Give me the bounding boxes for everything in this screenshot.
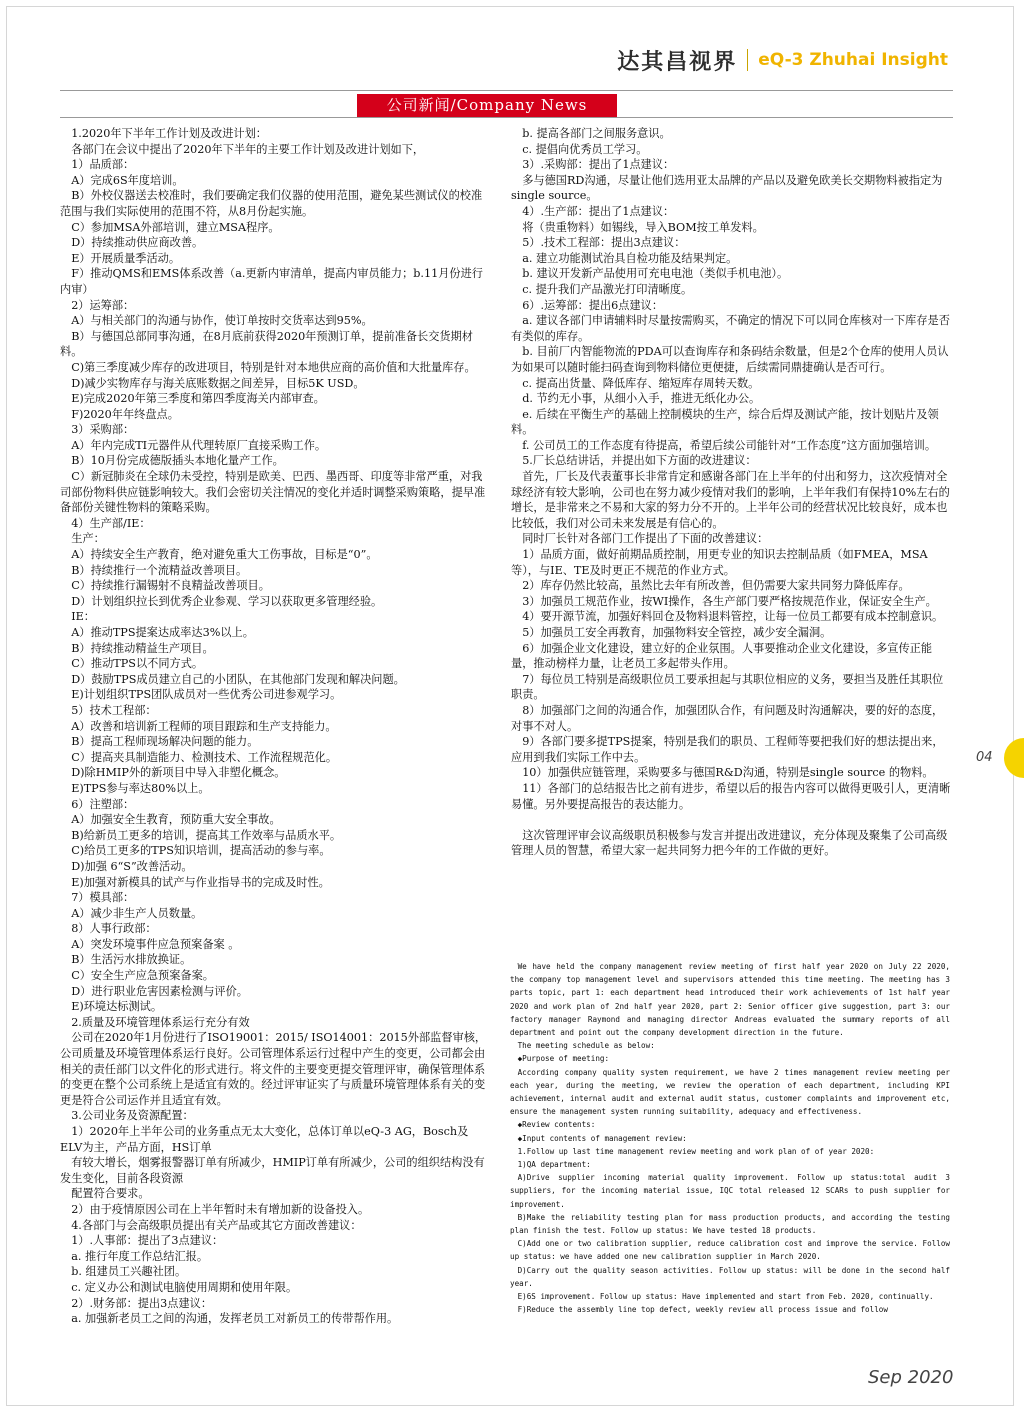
paragraph: E)加强对新模具的试产与作业指导书的完成及时性。 [71, 875, 330, 889]
english-summary [510, 960, 950, 1316]
paragraph: 公司在2020年1月份进行了ISO19001：2015/ ISO14001：2015外部监督审核，公司质量及环境管理体系运行良好。公司管理体系运行过程中产生的变更，公司都会由相关的责任部门以文件化的形式进行。将文件的主要变更提交管理评审，确保管理体系的变更在整个公司系统上是适宜有效的。经过评审证实了与质量环境管理体系有关的变更是符合公司运作并且适宜有效。 [60, 1031, 487, 1107]
header-rule [60, 90, 953, 91]
paragraph: C）安全生产应急预案备案。 [71, 969, 214, 983]
banner-rule [60, 117, 953, 118]
paragraph: D)Carry out the quality season activities. Follow up status: will be done in the second half year. [510, 1265, 950, 1288]
paragraph: B）持续推行一个流精益改善项目。 [71, 563, 248, 577]
paragraph: 将（贵重物料）如锡线，导入BOM按工单发料。 [522, 220, 764, 234]
paragraph: C）参加MSA外部培训，建立MSA程序。 [71, 220, 280, 234]
paragraph: 1.Follow up last time management review meeting and work plan of of year 2020: [517, 1146, 875, 1156]
paragraph: B)给新员工更多的培训，提高其工作效率与品质水平。 [71, 828, 342, 842]
paragraph: 生产： [71, 532, 105, 546]
paragraph: The meeting schedule as below: [517, 1041, 655, 1051]
paragraph: C）持续推行漏锡射不良精益改善项目。 [71, 579, 270, 593]
brand-divider [747, 49, 748, 71]
paragraph: F)2020年年终盘点。 [71, 407, 179, 421]
paragraph: A）与相关部门的沟通与协作，使订单按时交货率达到95%。 [71, 314, 373, 328]
paragraph: C）新冠肺炎在全球仍未受控，特别是欧美、巴西、墨西哥、印度等非常严重，对我司部份物料供应链影响较大。我们会密切关注情况的变化并适时调整采购策略，提早准备部份关键性物料的策略采购。 [60, 470, 486, 515]
paragraph: C)第三季度减少库存的改进项目，特别是针对本地供应商的高价值和大批量库存。 [71, 360, 476, 374]
paragraph: E）开展质量季活动。 [71, 251, 181, 265]
paragraph: A）减少非生产人员数量。 [71, 906, 203, 920]
paragraph [511, 812, 951, 828]
paragraph: D）进行职业危害因素检测与评价。 [71, 984, 248, 998]
paragraph: E)TPS参与率达80%以上。 [71, 781, 210, 795]
paragraph: 7）每位员工特别是高级职位员工要承担起与其职位相应的义务，要担当及胜任其职位职责。 [511, 672, 944, 702]
paragraph: A）突发环境事件应急预案备案 。 [71, 937, 240, 951]
paragraph: 5）技术工程部： [71, 703, 157, 717]
paragraph: 同时厂长针对各部门工作提出了下面的改善建议： [522, 532, 769, 546]
paragraph: 1）2020年上半年公司的业务重点无太大变化，总体订单以eQ-3 AG，Bosch及ELV为主，产品方面，HS订单 [60, 1125, 469, 1154]
paragraph: 3.公司业务及资源配置： [71, 1109, 194, 1123]
paragraph: a. 建议各部门申请辅料时尽量按需购买，不确定的情况下可以同仓库核对一下库存是否有类似的库存。 [511, 314, 950, 343]
paragraph: D）计划组织拉长到优秀企业参观、学习以获取更多管理经验。 [71, 594, 383, 608]
brand-english: eQ-3 Zhuhai Insight [758, 50, 948, 70]
paragraph: 5）加强员工安全再教育，加强物料安全管控，减少安全漏洞。 [522, 626, 832, 639]
paragraph: 4.各部门与会高级职员提出有关产品或其它方面改善建议： [71, 1218, 362, 1232]
paragraph: A）推动TPS提案达成率达3%以上。 [71, 626, 254, 639]
paragraph: A）完成6S年度培训。 [71, 173, 184, 187]
paragraph: C)Add one or two calibration supplier, reduce calibration cost and improve the service. Follow up status: we have added one new calibration supplier in March 2020. [510, 1239, 950, 1262]
paragraph: 首先，厂长及代表董事长非常肯定和感谢各部门在上半年的付出和努力，这次疫情对全球经济有较大影响，公司也在努力减少疫情对我们的影响，上半年我们有保持10%左右的增长，是非常来之不易和大家的努力分不开的。上半年公司的经营状况比较良好，成本也比较低，我们对公司未来发展是有信心的。 [511, 470, 950, 530]
paragraph: B）提高工程师现场解决问题的能力。 [71, 735, 259, 749]
paragraph: 3）采购部： [71, 423, 135, 437]
paragraph: 8）加强部门之间的沟通合作，加强团队合作，有问题及时沟通解决，要的好的态度，对事不对人。 [511, 703, 944, 733]
paragraph: C）推动TPS以不同方式。 [71, 657, 204, 671]
issue-date: Sep 2020 [868, 1367, 954, 1388]
paragraph: 4）要开源节流，加强好料回仓及物料退料管控，让每一位员工都要有成本控制意识。 [522, 610, 944, 624]
paragraph: 9）各部门要多提TPS提案，特别是我们的职员、工程师等要把我们好的想法提出来，应用到我们实际工作中去。 [511, 735, 944, 764]
paragraph: D）持续推动供应商改善。 [71, 236, 204, 250]
paragraph: D)减少实物库存与海关底账数据之间差异，目标5K USD。 [71, 376, 365, 390]
paragraph: 4）.生产部：提出了1点建议： [522, 204, 675, 218]
paragraph: 5.厂长总结讲话，并提出如下方面的改进建议： [522, 454, 757, 468]
paragraph: 2）.财务部：提出3点建议： [71, 1296, 213, 1310]
paragraph: 1）品质方面，做好前期品质控制，用更专业的知识去控制品质（如FMEA，MSA等），与IE、TE及时更正不规范的作业方式。 [511, 548, 928, 577]
paragraph: B）持续推动精益生产项目。 [71, 641, 214, 655]
paragraph: ◆Purpose of meeting: [517, 1054, 610, 1064]
paragraph: E)完成2020年第三季度和第四季度海关内部审查。 [71, 392, 325, 406]
paragraph: a. 推行年度工作总结汇报。 [71, 1249, 209, 1263]
paragraph: According company quality system requirement, we have 2 times management review meeting per each year, during the meeting, we review the operation of each department, including KPI achievement, internal audit and external audit status, customer complaints and improvement etc, ensure the management system running suitability, adequacy and effectiveness. [510, 1067, 950, 1117]
paragraph: 7）模具部： [71, 891, 135, 905]
paragraph: A）年内完成TI元器件从代理转原厂直接采购工作。 [71, 438, 327, 452]
paragraph: a. 建立功能测试治具自检功能及结果判定。 [522, 251, 738, 265]
paragraph: c. 提倡向优秀员工学习。 [522, 142, 648, 156]
paragraph: b. 目前厂内智能物流的PDA可以查询库存和条码结余数量，但是2个仓库的使用人员认为如果可以随时能扫码查询到物料储位更便捷，后续需同鼎捷确认是否可行。 [511, 345, 949, 374]
paragraph: 多与德国RD沟通，尽量让他们选用亚太品牌的产品以及避免欧美长交期物料被指定为single source。 [511, 173, 943, 203]
paragraph: 配置符合要求。 [71, 1187, 150, 1201]
paragraph: 2）由于疫情原因公司在上半年暂时未有增加新的设备投入。 [71, 1202, 370, 1216]
paragraph: 3）加强员工规范作业，按WI操作，各生产部门要严格按规范作业，保证安全生产。 [522, 594, 937, 608]
section-banner: 公司新闻/Company News [357, 94, 617, 117]
paragraph: C）提高夹具制造能力、检测技术、工作流程规范化。 [71, 750, 338, 764]
paragraph: 8）人事行政部： [71, 922, 157, 936]
paragraph: b. 组建员工兴趣社团。 [71, 1265, 187, 1279]
paragraph: B）生活污水排放换证。 [71, 953, 192, 967]
paragraph: b. 提高各部门之间服务意识。 [522, 127, 671, 140]
paragraph: D)加强 6“S”改善活动。 [71, 859, 193, 873]
paragraph: e. 后续在平衡生产的基础上控制模块的生产，综合后焊及测试产能，按计划贴片及领料。 [511, 407, 939, 437]
paragraph: ◆Input contents of management review: [517, 1133, 687, 1143]
paragraph: B）10月份完成德版插头本地化量产工作。 [71, 454, 284, 468]
brand-chinese: 达其昌视界 [617, 48, 738, 75]
masthead [617, 42, 948, 78]
paragraph: 1)QA department: [517, 1160, 591, 1170]
paragraph: 1）品质部： [71, 158, 135, 172]
paragraph: 各部门在会议中提出了2020年下半年的主要工作计划及改进计划如下， [71, 142, 425, 156]
paragraph: 1）.人事部：提出了3点建议： [71, 1234, 224, 1248]
paragraph: F）推动QMS和EMS体系改善（a.更新内审清单，提高内审员能力；b.11月份进行内审） [60, 267, 483, 296]
paragraph: A）改善和培训新工程师的项目跟踪和生产支持能力。 [71, 719, 337, 733]
paragraph: A）加强安全生教育，预防重大安全事故。 [71, 813, 281, 827]
paragraph: C)给员工更多的TPS知识培训，提高活动的参与率。 [71, 844, 331, 858]
paragraph: a. 加强新老员工之间的沟通，发挥老员工对新员工的传带帮作用。 [71, 1312, 399, 1326]
paragraph: 2）库存仍然比较高，虽然比去年有所改善，但仍需要大家共同努力降低库存。 [522, 579, 910, 593]
page-number: 04 [976, 750, 993, 765]
left-column [60, 126, 490, 1327]
paragraph: 10）加强供应链管理，采购要多与德国R&D沟通，特别是single source 的物料。 [522, 766, 934, 780]
paragraph: E)6S improvement. Follow up status: Have implemented and start from Feb. 2020, continually. [517, 1292, 934, 1302]
paragraph: d. 节约无小事，从细小入手，推进无纸化办公。 [522, 392, 761, 406]
paragraph: 有较大增长，烟雾报警器订单有所减少，HMIP订单有所减少，公司的组织结构没有发生变化，目前各段资源 [60, 1156, 485, 1185]
paragraph: 6）注塑部： [71, 797, 135, 811]
paragraph: 11）各部门的总结报告比之前有进步，希望以后的报告内容可以做得更吸引人，更清晰易懂。另外要提高报告的表达能力。 [511, 781, 951, 811]
paragraph: f. 公司员工的工作态度有待提高，希望后续公司能针对“工作态度”这方面加强培训。 [522, 438, 937, 452]
paragraph: 4）生产部/IE： [71, 516, 151, 530]
right-column [511, 126, 951, 859]
paragraph: B)Make the reliability testing plan for mass production products, and according the testing plan finish the test. Follow up status: We have tested 18 products. [510, 1212, 950, 1236]
paragraph: We have held the company management review meeting of first half year 2020 on July 22 2020, the company top management level and supervisors attended this time meeting. The meeting has 3 parts topic, part 1: each department head introduced their work achievements of 1st half year 2020 and work plan of 2nd half year 2020, part 2: Senior officer give suggestion, part 3: our factory manager Raymond and managing director Andreas evaluated the summary reports of all department and point out the company development direction in the future. [510, 962, 950, 1038]
paragraph: 5）.技术工程部：提出3点建议： [522, 236, 686, 250]
paragraph: 2.质量及环境管理体系运行充分有效 [71, 1015, 250, 1029]
paragraph: c. 提高出货量、降低库存、缩短库存周转天数。 [522, 376, 760, 390]
paragraph: D)除HMIP外的新项目中导入非塑化概念。 [71, 766, 286, 780]
paragraph: 2）运筹部： [71, 298, 135, 312]
paragraph: c. 定义办公和测试电脑使用周期和使用年限。 [71, 1280, 298, 1294]
paragraph: 6）加强企业文化建设，建立好的企业氛围。人事要推动企业文化建设，多宣传正能量，推动榜样力量，让老员工多起带头作用。 [511, 641, 933, 671]
paragraph: 6）.运筹部：提出6点建议： [522, 298, 664, 312]
paragraph: b. 建议开发新产品使用可充电电池（类似手机电池）。 [522, 267, 789, 281]
paragraph: A）持续安全生产教育，绝对避免重大工伤事故，目标是“0”。 [71, 548, 378, 562]
paragraph: E)环境达标测试。 [71, 1000, 163, 1014]
paragraph: B）外校仪器送去校准时，我们要确定我们仪器的使用范围，避免某些测试仪的校准范围与我们实际使用的范围不符，从8月份起实施。 [60, 189, 483, 218]
paragraph: F)Reduce the assembly line top defect, weekly review all process issue and follow [517, 1305, 888, 1315]
paragraph: ◆Review contents: [517, 1120, 596, 1130]
paragraph: 1.2020年下半年工作计划及改进计划： [71, 127, 267, 140]
paragraph: B）与德国总部同事沟通，在8月底前获得2020年预测订单，提前准备长交货期材料。 [60, 329, 473, 359]
paragraph: c. 提升我们产品激光打印清晰度。 [522, 282, 693, 296]
paragraph: A)Drive supplier incoming material quality improvement. Follow up status:total audit 3 suppliers, for the incoming material issue, IQC total released 12 SCARs to push supplier for improvement. [510, 1173, 950, 1209]
paragraph: D）鼓励TPS成员建立自己的小团队，在其他部门发现和解决问题。 [71, 672, 405, 686]
paragraph: IE： [71, 610, 95, 624]
paragraph: 3）.采购部：提出了1点建议： [522, 158, 675, 172]
paragraph: 这次管理评审会议高级职员积极参与发言并提出改进建议，充分体现及聚集了公司高级管理人员的智慧，希望大家一起共同努力把今年的工作做的更好。 [511, 828, 948, 858]
paragraph: E)计划组织TPS团队成员对一些优秀公司进参观学习。 [71, 688, 342, 702]
